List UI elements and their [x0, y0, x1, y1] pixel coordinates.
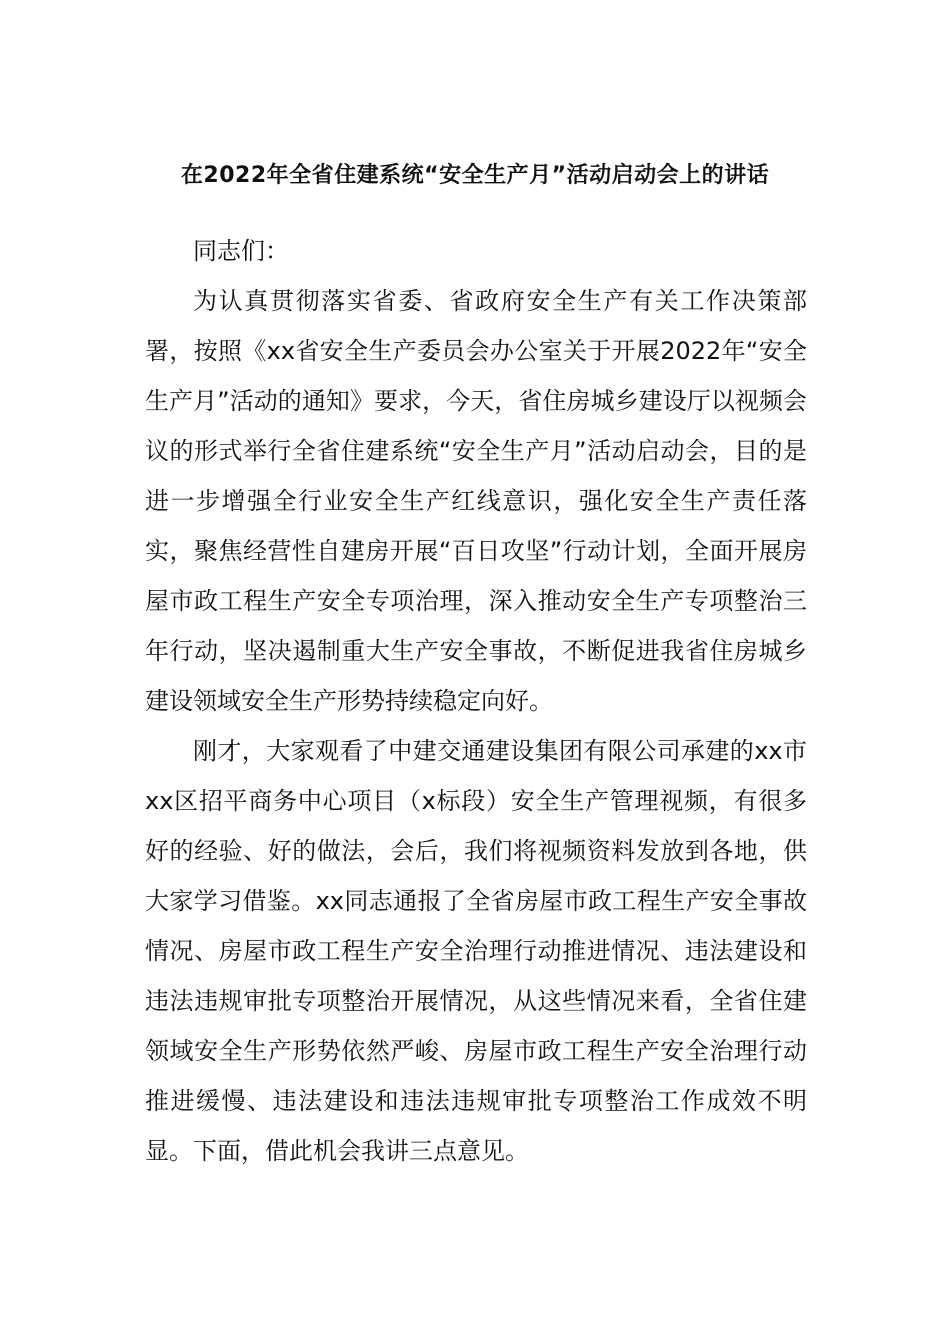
paragraph-review: 刚才，大家观看了中建交通建设集团有限公司承建的xx市xx区招平商务中心项目（x标段）安全生产管理视频，有很多好的经验、好的做法，会后，我们将视频资料发放到各地，供大家学习借鉴。xx同志通报了全省房屋市政工程生产安全事故情况、房屋市政工程生产安全治理行动推进情况、违法建设和违法违规审批专项整治开展情况，从这些情况来看，全省住建领域安全生产形势依然严峻、房屋市政工程生产安全治理行动推进缓慢、违法建设和违法违规审批专项整治工作成效不明显。下面，借此机会我讲三点意见。: [145, 737, 807, 1165]
paragraph-salutation: 同志们：: [193, 237, 289, 265]
paragraph-introduction: 为认真贯彻落实省委、省政府安全生产有关工作决策部署，按照《xx省安全生产委员会办公室关于开展2022年“安全生产月”活动的通知》要求，今天，省住房城乡建设厅以视频会议的形式举行全省住建系统“安全生产月”活动启动会，目的是进一步增强全行业安全生产红线意识，强化安全生产责任落实，聚焦经营性自建房开展“百日攻坚”行动计划，全面开展房屋市政工程生产安全专项治理，深入推动安全生产专项整治三年行动，坚决遏制重大生产安全事故，不断促进我省住房城乡建设领域安全生产形势持续稳定向好。: [145, 287, 807, 715]
document-title: 在2022年全省住建系统“安全生产月”活动启动会上的讲话: [180, 163, 770, 188]
document-body: [145, 226, 807, 1176]
